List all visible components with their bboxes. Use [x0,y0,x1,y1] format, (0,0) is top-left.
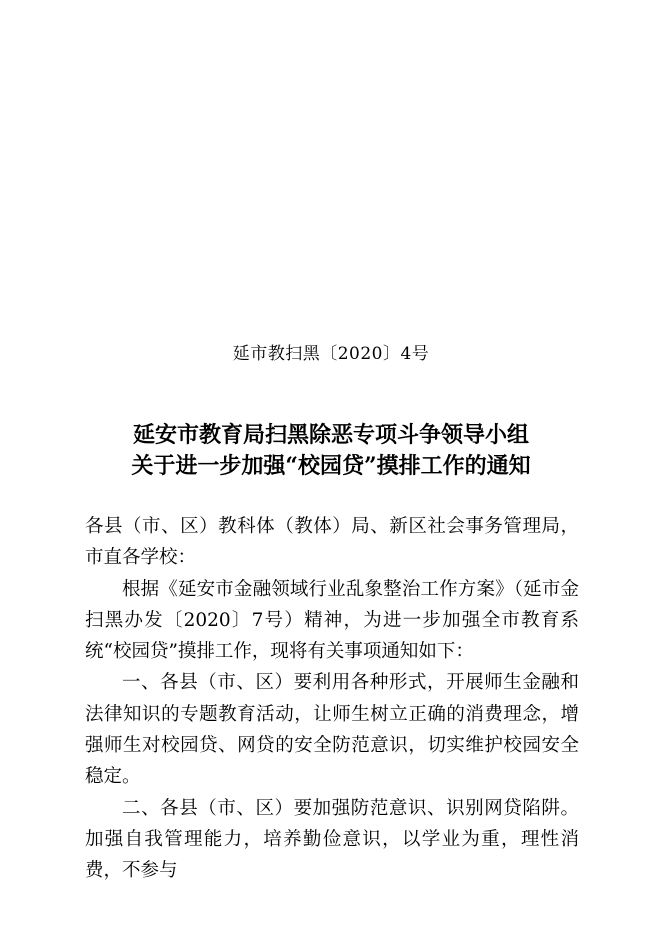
document-title [0,420,662,482]
paragraph-1: 根据《延安市金融领域行业乱象整治工作方案》（延市金扫黑办发〔2020〕7号）精神，为进一步加强全市教育系统“校园贷”摸排工作，现将有关事项通知如下： [85,578,579,663]
title-line-2: 关于进一步加强“校园贷”摸排工作的通知 [131,453,531,479]
addressee: 各县（市、区）教科体（教体）局、新区社会事务管理局，市直各学校： [85,516,579,569]
document-body [85,511,579,887]
paragraph-3: 二、各县（市、区）要加强防范意识、识别网贷陷阱。加强自我管理能力，培养勤俭意识，以学业为重，理性消费，不参与 [85,797,579,882]
paragraph-2: 一、各县（市、区）要利用各种形式，开展师生金融和法律知识的专题教育活动，让师生树立正确的消费理念，增强师生对校园贷、网贷的安全防范意识，切实维护校园安全稳定。 [85,672,579,788]
title-line-1: 延安市教育局扫黑除恶专项斗争领导小组 [132,422,529,448]
document-number: 延市教扫黑〔2020〕4号 [232,344,430,364]
